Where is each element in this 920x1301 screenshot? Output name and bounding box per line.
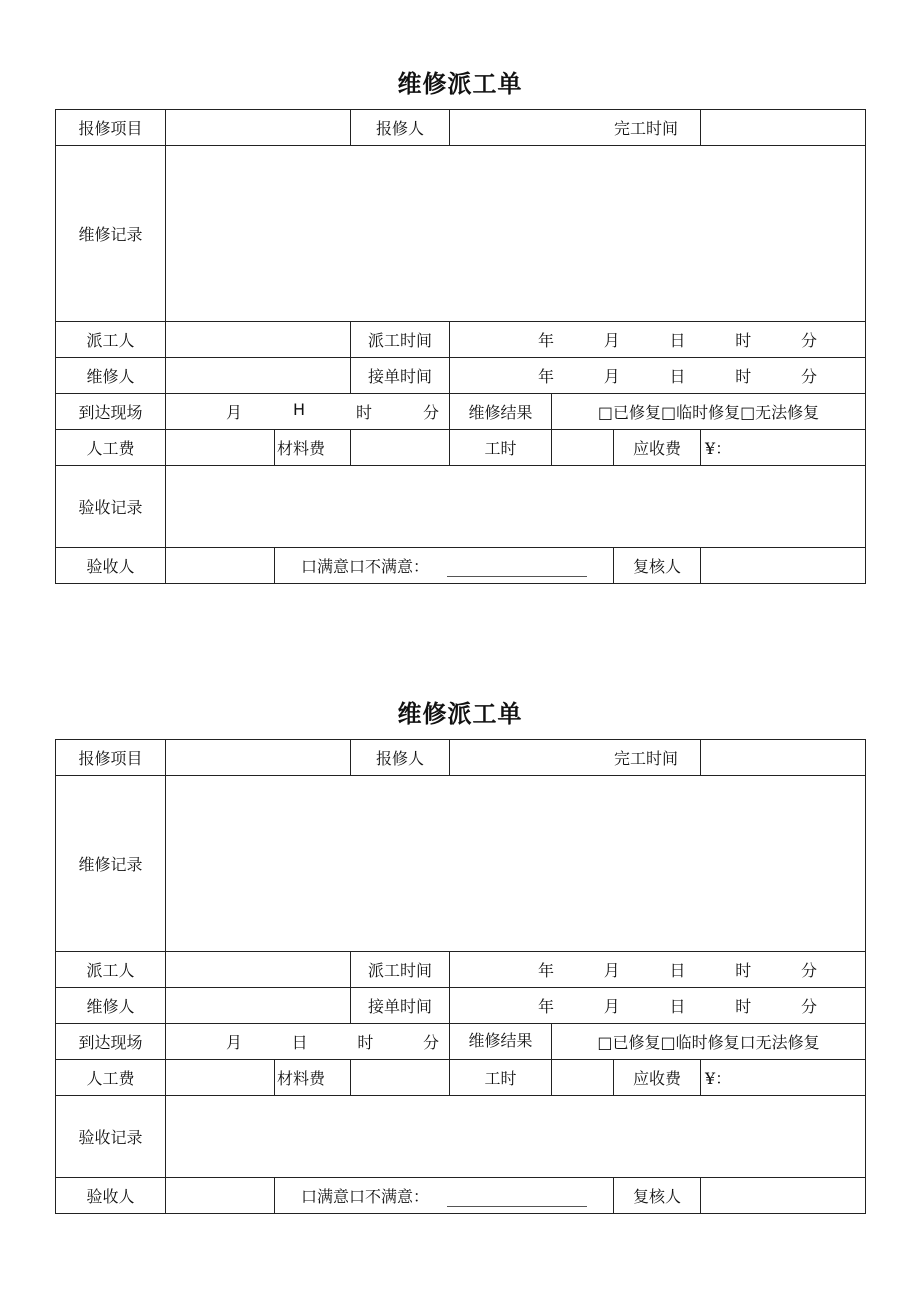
field-dispatch-time[interactable] bbox=[450, 952, 866, 988]
unit-month: 月 bbox=[603, 331, 620, 350]
unit-month: 月 bbox=[603, 961, 620, 980]
satisfaction-options[interactable]: 口满意口不满意： bbox=[300, 1187, 429, 1206]
label-dispatcher: 派工人 bbox=[56, 952, 166, 988]
label-material-fee: 材料费 bbox=[275, 1060, 351, 1096]
row-fees bbox=[56, 430, 866, 466]
label-arrive: 到达现场 bbox=[56, 394, 166, 430]
row-project bbox=[56, 740, 866, 776]
unit-day: 日 bbox=[669, 961, 686, 980]
unit-day: 日 bbox=[669, 331, 686, 350]
field-record[interactable] bbox=[166, 776, 866, 952]
field-finish-time[interactable] bbox=[701, 740, 866, 776]
field-dispatcher[interactable] bbox=[166, 952, 351, 988]
label-material-fee: 材料费 bbox=[275, 430, 351, 466]
field-receivable[interactable]: ¥： bbox=[701, 430, 866, 466]
label-reviewer: 复核人 bbox=[614, 548, 701, 584]
unit-hour: 时 bbox=[735, 331, 752, 350]
unit-year: 年 bbox=[538, 331, 555, 350]
label-receivable: 应收费 bbox=[614, 430, 701, 466]
satisfaction-options[interactable]: 口满意口不满意： bbox=[300, 557, 429, 576]
unit-minute: 分 bbox=[422, 403, 439, 422]
label-acceptor: 验收人 bbox=[56, 1178, 166, 1214]
row-project bbox=[56, 110, 866, 146]
label-accept-time: 接单时间 bbox=[351, 988, 450, 1024]
row-accept-record bbox=[56, 1096, 866, 1178]
unit-minute: 分 bbox=[801, 997, 818, 1016]
unit-hour: 时 bbox=[735, 997, 752, 1016]
label-project: 报修项目 bbox=[56, 110, 166, 146]
label-reviewer: 复核人 bbox=[614, 1178, 701, 1214]
label-labor-fee: 人工费 bbox=[56, 430, 166, 466]
unit-month: 月 bbox=[603, 997, 620, 1016]
label-repairer: 维修人 bbox=[56, 358, 166, 394]
field-repairer[interactable] bbox=[166, 988, 351, 1024]
row-arrival bbox=[56, 394, 866, 430]
label-record: 维修记录 bbox=[56, 776, 166, 952]
label-receivable: 应收费 bbox=[614, 1060, 701, 1096]
unit-year: 年 bbox=[538, 997, 555, 1016]
satisfaction-underline[interactable] bbox=[447, 1192, 587, 1207]
field-repairer[interactable] bbox=[166, 358, 351, 394]
row-accept-record bbox=[56, 466, 866, 548]
form-title: 维修派工单 bbox=[397, 700, 523, 728]
unit-hour: 时 bbox=[357, 1033, 374, 1052]
field-accept-time[interactable] bbox=[450, 988, 866, 1024]
field-reviewer[interactable] bbox=[701, 548, 866, 584]
row-repairer bbox=[56, 988, 866, 1024]
label-work-hours: 工时 bbox=[450, 430, 552, 466]
unit-hour: 时 bbox=[735, 961, 752, 980]
field-arrive[interactable] bbox=[166, 1024, 450, 1060]
unit-month: 月 bbox=[226, 1033, 243, 1052]
field-satisfaction[interactable] bbox=[275, 548, 614, 584]
field-material-fee[interactable] bbox=[351, 430, 450, 466]
unit-hour: 时 bbox=[735, 367, 752, 386]
row-acceptor bbox=[56, 1178, 866, 1214]
satisfaction-underline[interactable] bbox=[447, 562, 587, 577]
field-accept-time[interactable] bbox=[450, 358, 866, 394]
field-acceptor[interactable] bbox=[166, 548, 275, 584]
label-accept-time: 接单时间 bbox=[351, 358, 450, 394]
label-dispatcher: 派工人 bbox=[56, 322, 166, 358]
row-dispatch bbox=[56, 952, 866, 988]
label-arrive: 到达现场 bbox=[56, 1024, 166, 1060]
label-work-hours: 工时 bbox=[450, 1060, 552, 1096]
field-reviewer[interactable] bbox=[701, 1178, 866, 1214]
field-project[interactable] bbox=[166, 110, 351, 146]
unit-hour: 时 bbox=[355, 403, 372, 422]
unit-day: 日 bbox=[669, 367, 686, 386]
label-accept-record: 验收记录 bbox=[56, 466, 166, 548]
result-options[interactable]: □已修复□临时修复□无法修复 bbox=[552, 394, 866, 430]
field-project[interactable] bbox=[166, 740, 351, 776]
unit-year: 年 bbox=[538, 961, 555, 980]
form-table bbox=[55, 109, 866, 584]
field-work-hours[interactable] bbox=[552, 1060, 614, 1096]
unit-month: 月 bbox=[226, 403, 243, 422]
unit-minute: 分 bbox=[801, 331, 818, 350]
field-dispatcher[interactable] bbox=[166, 322, 351, 358]
unit-day: H bbox=[292, 400, 306, 419]
label-reporter: 报修人 bbox=[351, 110, 450, 146]
field-finish-time[interactable] bbox=[701, 110, 866, 146]
field-arrive[interactable] bbox=[166, 394, 450, 430]
label-finish-time: 完工时间 bbox=[450, 740, 701, 776]
form-title: 维修派工单 bbox=[397, 70, 523, 98]
field-acceptor[interactable] bbox=[166, 1178, 275, 1214]
label-result: 维修结果 bbox=[450, 1024, 552, 1060]
unit-minute: 分 bbox=[801, 961, 818, 980]
unit-minute: 分 bbox=[801, 367, 818, 386]
unit-year: 年 bbox=[538, 367, 555, 386]
unit-day: 日 bbox=[669, 997, 686, 1016]
label-labor-fee: 人工费 bbox=[56, 1060, 166, 1096]
row-record bbox=[56, 776, 866, 952]
label-finish-time: 完工时间 bbox=[450, 110, 701, 146]
label-record: 维修记录 bbox=[56, 146, 166, 322]
unit-day: 日 bbox=[291, 1033, 308, 1052]
unit-minute: 分 bbox=[422, 1033, 439, 1052]
row-arrival bbox=[56, 1024, 866, 1060]
field-accept-record[interactable] bbox=[166, 466, 866, 548]
repair-dispatch-form-1 bbox=[55, 66, 865, 584]
label-result: 维修结果 bbox=[450, 394, 552, 430]
form-table bbox=[55, 739, 866, 1214]
label-dispatch-time: 派工时间 bbox=[351, 322, 450, 358]
row-dispatch bbox=[56, 322, 866, 358]
row-repairer bbox=[56, 358, 866, 394]
row-record bbox=[56, 146, 866, 322]
label-project: 报修项目 bbox=[56, 740, 166, 776]
unit-month: 月 bbox=[603, 367, 620, 386]
field-record[interactable] bbox=[166, 146, 866, 322]
field-work-hours[interactable] bbox=[552, 430, 614, 466]
label-acceptor: 验收人 bbox=[56, 548, 166, 584]
row-acceptor bbox=[56, 548, 866, 584]
label-accept-record: 验收记录 bbox=[56, 1096, 166, 1178]
field-labor-fee[interactable] bbox=[166, 1060, 275, 1096]
field-accept-record[interactable] bbox=[166, 1096, 866, 1178]
field-material-fee[interactable] bbox=[351, 1060, 450, 1096]
field-satisfaction[interactable] bbox=[275, 1178, 614, 1214]
field-receivable[interactable]: ¥： bbox=[701, 1060, 866, 1096]
field-labor-fee[interactable] bbox=[166, 430, 275, 466]
label-repairer: 维修人 bbox=[56, 988, 166, 1024]
field-dispatch-time[interactable] bbox=[450, 322, 866, 358]
label-dispatch-time: 派工时间 bbox=[351, 952, 450, 988]
label-reporter: 报修人 bbox=[351, 740, 450, 776]
result-options[interactable]: □已修复□临时修复口无法修复 bbox=[552, 1024, 866, 1060]
row-fees bbox=[56, 1060, 866, 1096]
repair-dispatch-form-2 bbox=[55, 696, 865, 1214]
